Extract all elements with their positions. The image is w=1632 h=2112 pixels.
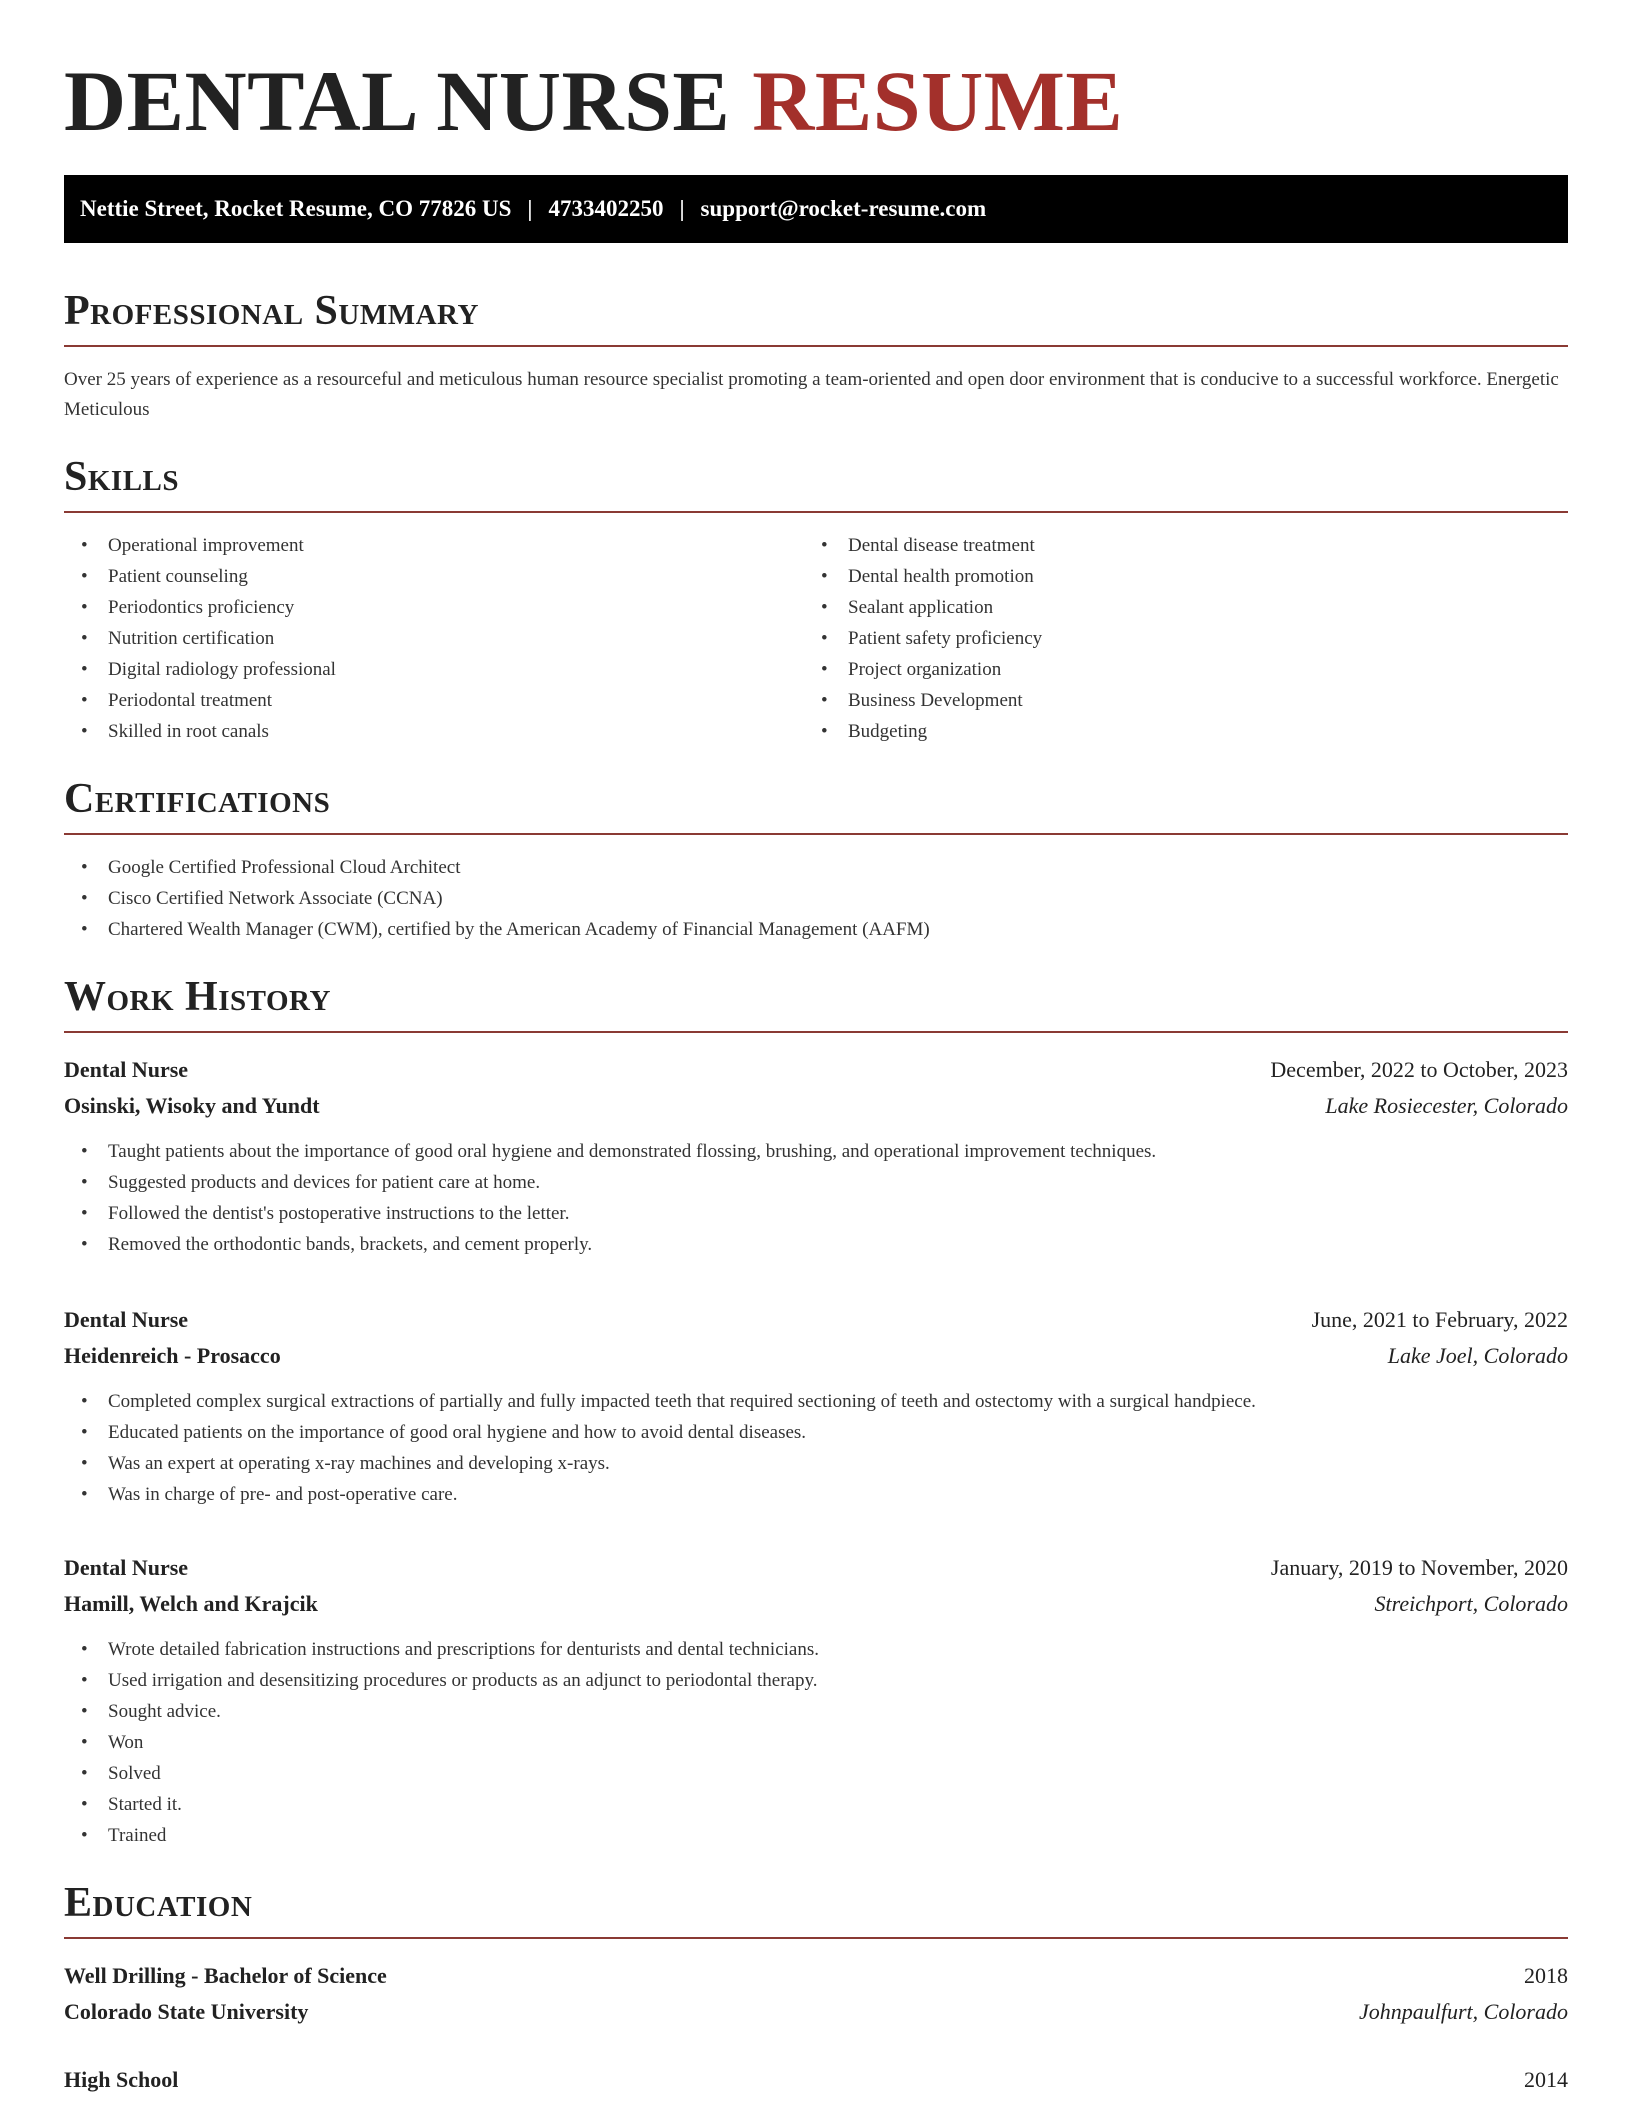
education-section: [64, 1881, 1568, 2098]
education-school: Colorado State University: [64, 1999, 309, 2024]
work-history-heading: Work History: [64, 974, 331, 1020]
certifications-section: [64, 777, 1568, 945]
contact-separator: |: [679, 196, 685, 221]
job-subheader: [64, 1338, 1568, 1374]
job-bullet: • Won: [64, 1727, 1568, 1758]
section-divider: [64, 345, 1568, 347]
job-bullet: • Sought advice.: [64, 1696, 1568, 1727]
job-header: [64, 1052, 1568, 1088]
skill-item: • Patient counseling: [64, 561, 804, 592]
job-header: [64, 1550, 1568, 1586]
job-bullet: • Wrote detailed fabrication instructions and prescriptions for denturists and dental technicians.: [64, 1634, 1568, 1665]
summary-section: [64, 289, 1568, 425]
job-dates: January, 2019 to November, 2020: [1270, 1555, 1568, 1580]
job-bullet: • Trained: [64, 1820, 1568, 1851]
title-main: DENTAL NURSE: [64, 53, 731, 149]
education-header: [64, 2062, 1568, 2098]
job-bullets: [64, 1386, 1568, 1510]
certification-item: • Chartered Wealth Manager (CWM), certified by the American Academy of Financial Management (AAFM): [64, 914, 1568, 945]
job-location: Lake Rosiecester, Colorado: [1325, 1093, 1568, 1118]
education-entry: [64, 2062, 1568, 2098]
job-subheader: [64, 1088, 1568, 1124]
education-header: [64, 1958, 1568, 1994]
job-company: Heidenreich - Prosacco: [64, 1343, 281, 1368]
contact-email: support@rocket-resume.com: [700, 196, 987, 221]
job-bullet: • Was in charge of pre- and post-operative care.: [64, 1479, 1568, 1510]
summary-heading: Professional Summary: [64, 288, 479, 334]
job-dates: June, 2021 to February, 2022: [1311, 1307, 1568, 1332]
skill-item: • Business Development: [804, 685, 1544, 716]
certification-item: • Google Certified Professional Cloud Architect: [64, 852, 1568, 883]
job-location: Lake Joel, Colorado: [1387, 1343, 1568, 1368]
skill-item: • Patient safety proficiency: [804, 623, 1544, 654]
work-history-section: [64, 975, 1568, 1851]
education-year: 2014: [1524, 2067, 1568, 2092]
job-bullets: [64, 1634, 1568, 1851]
skills-columns: [64, 530, 1568, 747]
job-bullet: • Followed the dentist's postoperative instructions to the letter.: [64, 1198, 1568, 1229]
education-location: Johnpaulfurt, Colorado: [1358, 1999, 1568, 2024]
job-header: [64, 1302, 1568, 1338]
job-dates: December, 2022 to October, 2023: [1270, 1057, 1568, 1082]
education-entry: [64, 1958, 1568, 2030]
job-company: Hamill, Welch and Krajcik: [64, 1591, 318, 1616]
job-bullet: • Removed the orthodontic bands, brackets, and cement properly.: [64, 1229, 1568, 1260]
summary-text: Over 25 years of experience as a resourceful and meticulous human resource specialist promoting a team-oriented and open door environment that is conducive to a successful workforce. Energetic Meticulous: [64, 369, 1559, 420]
skill-item: • Nutrition certification: [64, 623, 804, 654]
job-title: Dental Nurse: [64, 1307, 189, 1332]
skill-item: • Periodontics proficiency: [64, 592, 804, 623]
skill-item: • Sealant application: [804, 592, 1544, 623]
job-title: Dental Nurse: [64, 1555, 189, 1580]
job-bullet: • Educated patients on the importance of good oral hygiene and how to avoid dental diseases.: [64, 1417, 1568, 1448]
job-entry: [64, 1550, 1568, 1851]
skill-item: • Digital radiology professional: [64, 654, 804, 685]
job-bullet: • Used irrigation and desensitizing procedures or products as an adjunct to periodontal therapy.: [64, 1665, 1568, 1696]
section-divider: [64, 511, 1568, 513]
education-heading: Education: [64, 1880, 253, 1926]
education-subheader: [64, 1994, 1568, 2030]
contact-phone: 4733402250: [548, 196, 664, 221]
contact-separator: |: [527, 196, 533, 221]
certifications-heading: Certifications: [64, 776, 331, 822]
contact-address: Nettie Street, Rocket Resume, CO 77826 US: [80, 196, 512, 221]
job-bullets: [64, 1136, 1568, 1260]
skill-item: • Dental disease treatment: [804, 530, 1544, 561]
certifications-list: [64, 852, 1568, 945]
job-entry: [64, 1302, 1568, 1510]
job-bullet: • Suggested products and devices for patient care at home.: [64, 1167, 1568, 1198]
skill-item: • Budgeting: [804, 716, 1544, 747]
job-entry: [64, 1052, 1568, 1260]
certification-item: • Cisco Certified Network Associate (CCNA): [64, 883, 1568, 914]
job-bullet: • Was an expert at operating x-ray machines and developing x-rays.: [64, 1448, 1568, 1479]
section-divider: [64, 1937, 1568, 1939]
resume-title: [64, 0, 1568, 176]
skill-item: • Operational improvement: [64, 530, 804, 561]
skill-item: • Periodontal treatment: [64, 685, 804, 716]
section-divider: [64, 1031, 1568, 1033]
job-title: Dental Nurse: [64, 1057, 189, 1082]
job-location: Streichport, Colorado: [1374, 1591, 1568, 1616]
job-bullet: • Taught patients about the importance of good oral hygiene and demonstrated flossing, brushing, and operational improvement techniques.: [64, 1136, 1568, 1167]
education-degree: High School: [64, 2067, 179, 2092]
contact-bar: [64, 175, 1568, 243]
skills-left-list: [64, 530, 804, 747]
job-bullet: • Completed complex surgical extractions of partially and fully impacted teeth that required sectioning of teeth and ostectomy with a surgical handpiece.: [64, 1386, 1568, 1417]
skill-item: • Project organization: [804, 654, 1544, 685]
job-bullet: • Solved: [64, 1758, 1568, 1789]
job-bullet: • Started it.: [64, 1789, 1568, 1820]
job-company: Osinski, Wisoky and Yundt: [64, 1093, 320, 1118]
skills-section: [64, 455, 1568, 747]
title-accent: RESUME: [752, 53, 1124, 149]
skill-item: • Skilled in root canals: [64, 716, 804, 747]
section-divider: [64, 833, 1568, 835]
skill-item: • Dental health promotion: [804, 561, 1544, 592]
skills-right-list: [804, 530, 1544, 747]
skills-heading: Skills: [64, 454, 180, 500]
education-year: 2018: [1524, 1963, 1568, 1988]
job-subheader: [64, 1586, 1568, 1622]
education-degree: Well Drilling - Bachelor of Science: [64, 1963, 387, 1988]
